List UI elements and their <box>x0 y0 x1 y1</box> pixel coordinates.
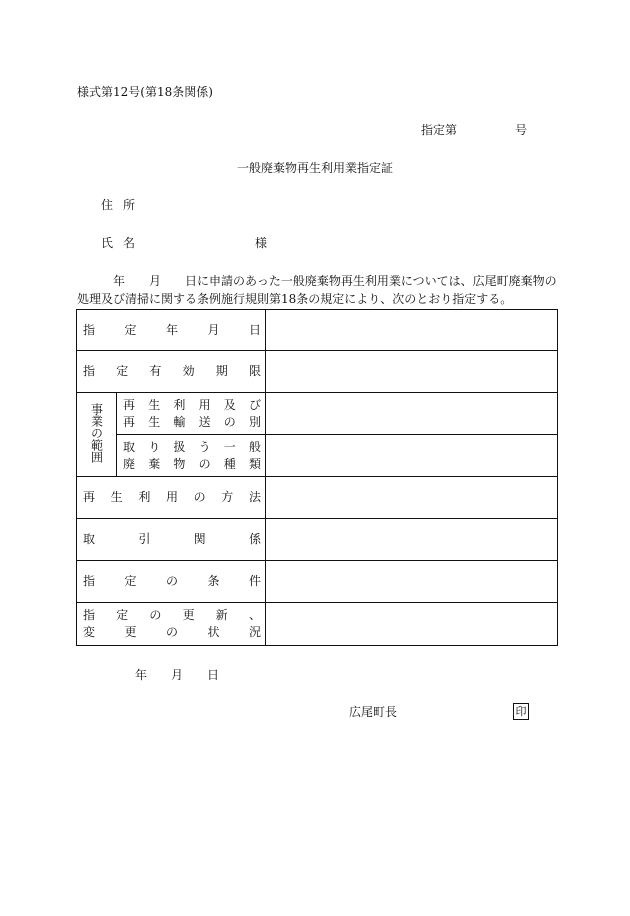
label-char: 係 <box>248 532 261 546</box>
designation-date-label <box>77 310 266 351</box>
business-scope-label: 事業の範囲 <box>77 393 117 477</box>
label-char: う <box>198 439 211 454</box>
label-char: 再 <box>123 414 136 429</box>
label-char: 棄 <box>148 456 161 471</box>
label-char: 用 <box>198 397 211 412</box>
issue-date-line <box>135 668 219 682</box>
validity-period-value <box>266 351 558 393</box>
recycling-transport-type-value <box>266 393 558 435</box>
label-char: 関 <box>193 532 206 546</box>
label-char: 廃 <box>123 456 136 471</box>
table-row <box>77 393 558 435</box>
label-char: 有 <box>149 364 162 378</box>
label-char: 別 <box>248 414 261 429</box>
renewal-change-label <box>77 603 266 646</box>
validity-period-label <box>77 351 266 393</box>
label-char: の <box>149 608 162 622</box>
label-char: の <box>198 456 211 471</box>
label-char: 月 <box>207 322 220 337</box>
label-char: 用 <box>165 490 178 504</box>
table-row <box>77 603 558 646</box>
document-title: 一般廃棄物再生利用業指定証 <box>236 161 393 175</box>
label-char: 利 <box>138 490 151 504</box>
recycling-transport-type-label <box>117 393 266 435</box>
label-char: 般 <box>248 439 261 454</box>
label-char: 限 <box>248 364 261 378</box>
designation-number-suffix: 号 <box>515 123 528 137</box>
recycling-method-value <box>266 477 558 519</box>
designation-number-label: 指定第 <box>421 123 458 137</box>
label-char: 変 <box>83 625 96 639</box>
label-char: 生 <box>148 414 161 429</box>
label-char: 生 <box>148 397 161 412</box>
label-char: 効 <box>182 364 195 378</box>
label-char: 、 <box>248 608 261 622</box>
label-char: 定 <box>124 322 137 337</box>
label-char: 指 <box>83 608 96 622</box>
label-char: 定 <box>116 608 129 622</box>
issuer-name: 広尾町長 <box>349 705 398 719</box>
label-char: 及 <box>223 397 236 412</box>
label-char: 取 <box>123 439 136 454</box>
name-label: 氏名 <box>101 236 146 250</box>
label-char: 日 <box>249 322 262 337</box>
recycling-method-label <box>77 477 266 519</box>
table-row <box>77 435 558 477</box>
label-char: 類 <box>248 456 261 471</box>
label-char: 新 <box>215 608 228 622</box>
label-char: 更 <box>124 625 137 639</box>
body-paragraph-line-1 <box>77 273 557 290</box>
issue-day-label: 日 <box>207 668 220 682</box>
label-char: 方 <box>221 490 234 504</box>
label-char: の <box>193 490 206 504</box>
application-year-label: 年 <box>113 274 126 288</box>
label-char: 状 <box>207 625 220 639</box>
label-char: 再 <box>83 490 96 504</box>
label-char: 輸 <box>173 414 186 429</box>
label-char: 送 <box>198 414 211 429</box>
label-char: び <box>248 397 261 412</box>
label-char: 期 <box>215 364 228 378</box>
label-char: 引 <box>138 532 151 546</box>
label-char: 更 <box>182 608 195 622</box>
label-char: 件 <box>249 574 262 588</box>
renewal-change-value <box>266 603 558 646</box>
label-char: 条 <box>207 574 220 588</box>
label-char: 定 <box>124 574 137 588</box>
label-char: 指 <box>83 322 96 337</box>
label-char: の <box>223 414 236 429</box>
label-char: 指 <box>83 574 96 588</box>
address-label: 住所 <box>101 198 146 212</box>
designation-conditions-label <box>77 561 266 603</box>
issue-month-label: 月 <box>171 668 184 682</box>
label-char: 定 <box>116 364 129 378</box>
application-month-label: 月 <box>149 274 162 288</box>
issue-year-label: 年 <box>135 668 148 682</box>
designation-conditions-value <box>266 561 558 603</box>
label-char: 再 <box>123 397 136 412</box>
name-honorific: 様 <box>255 236 268 250</box>
form-reference: 様式第12号(第18条関係) <box>77 85 213 99</box>
body-text: 日に申請のあった一般廃棄物再生利用業については、広尾町廃棄物の <box>185 274 557 288</box>
business-relations-label <box>77 519 266 561</box>
table-row <box>77 351 558 393</box>
label-char: の <box>166 574 179 588</box>
waste-type-label <box>117 435 266 477</box>
label-char: 法 <box>248 490 261 504</box>
table-row <box>77 519 558 561</box>
label-char: 物 <box>173 456 186 471</box>
designation-table <box>76 309 558 646</box>
seal-mark: 印 <box>513 703 529 720</box>
designation-date-value <box>266 310 558 351</box>
body-paragraph-line-2: 処理及び清掃に関する条例施行規則第18条の規定により、次のとおり指定する。 <box>77 292 513 306</box>
label-char: 利 <box>173 397 186 412</box>
label-char: 指 <box>83 364 96 378</box>
label-char: 生 <box>110 490 123 504</box>
business-relations-value <box>266 519 558 561</box>
label-char: 況 <box>249 625 262 639</box>
label-char: 一 <box>223 439 236 454</box>
table-row <box>77 561 558 603</box>
label-char: 年 <box>166 322 179 337</box>
label-char: 扱 <box>173 439 186 454</box>
table-row <box>77 310 558 351</box>
table-row <box>77 477 558 519</box>
label-char: の <box>166 625 179 639</box>
label-char: 取 <box>83 532 96 546</box>
label-char: り <box>148 439 161 454</box>
label-char: 種 <box>223 456 236 471</box>
waste-type-value <box>266 435 558 477</box>
